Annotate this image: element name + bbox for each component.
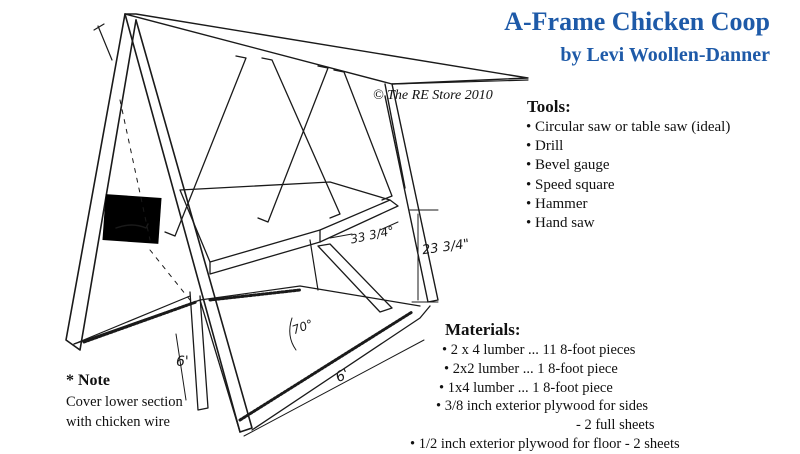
base-left	[74, 296, 190, 344]
hidden-line	[150, 250, 190, 300]
materials-list	[410, 341, 680, 454]
material-item-continued: - 2 full sheets	[576, 417, 655, 434]
angle-label-bottom: 70°	[290, 316, 316, 338]
note-text: Cover lower section with chicken wire	[66, 394, 183, 430]
material-item: • 2x2 lumber ... 1 8-foot piece	[444, 360, 618, 377]
tool-item: • Bevel gauge	[526, 157, 610, 174]
side-door	[102, 194, 161, 244]
angle-label-top: 33 3/4°	[349, 223, 396, 247]
width-dim-line	[244, 340, 424, 436]
back-right-leg	[385, 84, 438, 302]
brace-3	[258, 66, 328, 222]
tools-heading: Tools:	[527, 97, 571, 116]
tool-item: • Drill	[526, 138, 564, 155]
tool-item: • Hand saw	[526, 215, 595, 232]
material-item: • 1/2 inch exterior plywood for floor - 2 sheets	[410, 435, 680, 452]
tool-item: • Hammer	[526, 195, 588, 212]
width-label: 6'	[333, 366, 352, 386]
depth-label: 6'	[176, 354, 189, 370]
floor-front-edge	[210, 230, 320, 274]
copyright-notice: © The RE Store 2010	[373, 88, 493, 103]
tool-item: • Speed square	[526, 176, 615, 193]
materials-heading: Materials:	[445, 320, 521, 339]
tool-item: • Circular saw or table saw (ideal)	[526, 119, 731, 135]
author-line: by Levi Woollen-Danner	[560, 44, 770, 66]
upper-floor	[180, 182, 390, 262]
material-item: • 1x4 lumber ... 1 8-foot piece	[439, 379, 613, 396]
dimension-marker	[98, 26, 112, 60]
rear-post	[310, 240, 318, 290]
material-item: • 3/8 inch exterior plywood for sides	[436, 398, 649, 415]
note-heading: * Note	[66, 372, 110, 389]
ramp	[318, 244, 392, 312]
material-item: • 2 x 4 lumber ... 11 8-foot pieces	[442, 342, 636, 358]
front-post	[190, 292, 208, 410]
tools-list	[526, 118, 730, 233]
front-left-leg	[66, 14, 136, 350]
page-title: A-Frame Chicken Coop	[504, 7, 770, 36]
height-label: 23 3/4"	[421, 236, 471, 259]
brace-1	[165, 56, 246, 236]
